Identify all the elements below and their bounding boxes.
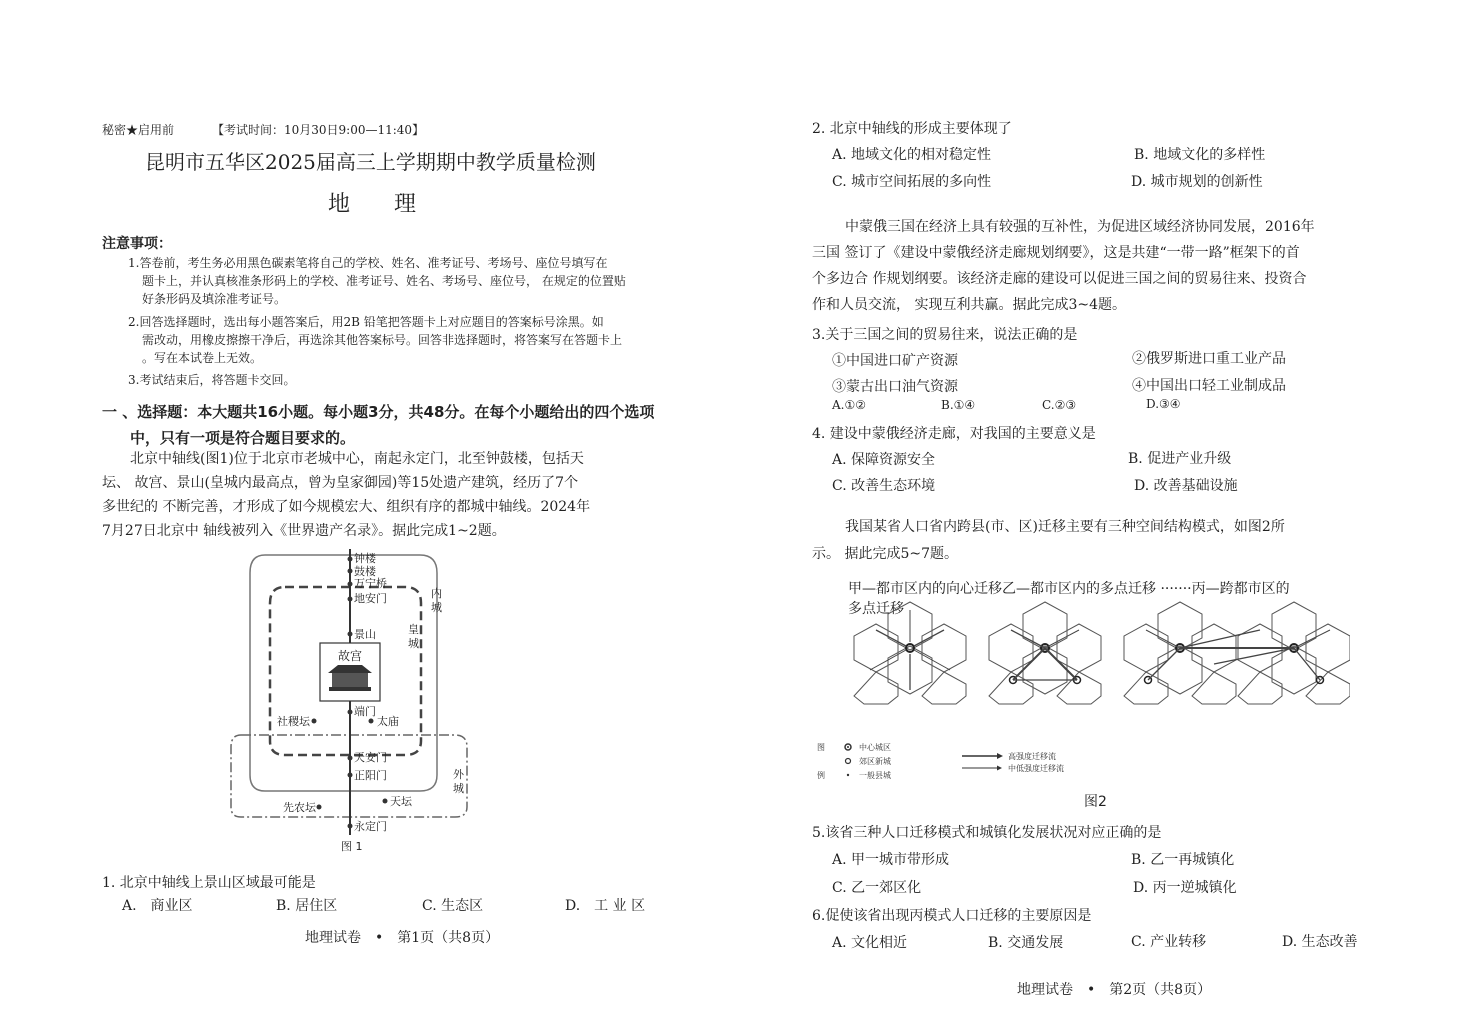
q2-option-b: B. 地域文化的多样性 (1134, 147, 1266, 163)
q3-statement-1: ①中国进口矿产资源 (832, 353, 958, 369)
label-drum-tower: 鼓楼 (354, 565, 376, 578)
label-forbidden-city: 故宫 (338, 649, 363, 663)
legend-label-li: 例 (817, 771, 825, 780)
label-xiannong-altar: 先农坛 (283, 801, 316, 814)
notice-line: 需改动，用橡皮擦擦干净后，再选涂其他答案标号。回答非选择题时，将答案写在答题卡上 (142, 333, 623, 347)
q3-option-d: D.③④ (1146, 397, 1181, 411)
label-duanmen: 端门 (354, 705, 376, 718)
figure-2-title-cont: 多点迁移 (848, 601, 904, 617)
label-tiananmen: 天安门 (354, 751, 387, 764)
label-wanning-bridge: 万宁桥 (354, 577, 387, 590)
q1-option-d: D. 工 业 区 (565, 898, 646, 914)
q4-option-d: D. 改善基础设施 (1134, 478, 1238, 494)
legend-suburban-icon (846, 759, 851, 764)
q3-statement-4: ④中国出口轻工业制成品 (1132, 378, 1286, 394)
passage-migration-cont: 示。 据此完成5~7题。 (812, 546, 958, 562)
q2-option-a: A. 地域文化的相对稳定性 (832, 147, 992, 163)
label-inner-city-2: 城 (431, 601, 442, 614)
legend-label-tu: 图 (817, 743, 825, 752)
q4-option-c: C. 改善生态环境 (832, 478, 936, 494)
notice-line: 好条形码及填涂准考证号。 (142, 292, 287, 306)
label-sheji-altar: 社稷坛 (277, 715, 310, 728)
label-inner-city-1: 内 (431, 587, 442, 600)
figure-2-title: 甲—都市区内的向心迁移乙—都市区内的多点迁移 ·······丙—跨都市区的 (848, 581, 1290, 597)
q1-option-a: A. 商业区 (122, 898, 193, 914)
q1-stem: 1. 北京中轴线上景山区域最可能是 (102, 875, 316, 891)
label-zhengyangmen: 正阳门 (354, 769, 387, 782)
q5-option-c: C. 乙一郊区化 (832, 880, 922, 896)
figure-1-caption: 图 1 (341, 840, 363, 853)
q6-option-d: D. 生态改善 (1282, 934, 1358, 950)
hex-pattern-jia (854, 602, 966, 704)
notice-line: 1.答卷前，考生务必用黑色碳素笔将自己的学校、姓名、准考证号、考场号、座位号填写在 (128, 256, 608, 270)
figure-1-axis-map (225, 545, 475, 855)
figure-2-caption: 图2 (1084, 794, 1107, 810)
exam-time: 【考试时间：10月30日9:00—11:40】 (212, 123, 425, 137)
label-yongdingmen: 永定门 (354, 820, 387, 833)
label-temple-of-heaven: 天坛 (390, 795, 412, 808)
subject-title: 地 理 (328, 192, 417, 217)
passage-line: 作和人员交流， 实现互利共赢。据此完成3~4题。 (812, 297, 1126, 313)
legend-county-icon (847, 774, 849, 776)
q6-option-a: A. 文化相近 (832, 935, 908, 951)
q2-stem: 2. 北京中轴线的形成主要体现了 (812, 121, 1012, 137)
passage-line: 北京中轴线(图1)位于北京市老城中心，南起永定门，北至钟鼓楼，包括天 (130, 451, 584, 467)
passage-line: 坛、 故宫、景山(皇城内最高点，曾为皇家御园)等15处遗产建筑，经历了7个 (102, 475, 579, 491)
q4-option-b: B. 促进产业升级 (1128, 451, 1232, 467)
q3-statement-2: ②俄罗斯进口重工业产品 (1132, 351, 1286, 367)
notice-line: 。写在本试卷上无效。 (142, 351, 263, 365)
q5-option-d: D. 丙一逆城镇化 (1133, 880, 1237, 896)
notice-line: 题卡上，并认真核准条形码上的学校、准考证号、姓名、考场号、座位号， 在规定的位置贴 (142, 274, 626, 288)
legend-high-flow: 高强度迁移流 (1008, 752, 1056, 761)
legend-suburban: 郊区新城 (859, 757, 891, 766)
secret-label: 秘密★启用前 (102, 123, 175, 137)
section-heading: 一 、选择题：本大题共16小题。每小题3分，共48分。在每个小题给出的四个选项 (102, 403, 655, 421)
page-footer-1: 地理试卷 • 第1页（共8页） (305, 930, 500, 946)
q6-option-b: B. 交通发展 (988, 935, 1064, 951)
q1-option-c: C. 生态区 (422, 898, 484, 914)
passage-line: 三国 签订了《建设中蒙俄经济走廊规划纲要》，这是共建“一带一路”框架下的首 (812, 245, 1300, 261)
exam-title: 昆明市五华区2025届高三上学期期中教学质量检测 (145, 150, 596, 174)
q4-stem: 4. 建设中蒙俄经济走廊，对我国的主要意义是 (812, 426, 1096, 442)
figure-2-legend (815, 740, 1115, 785)
q5-option-a: A. 甲一城市带形成 (832, 852, 950, 868)
hex-pattern-yi (989, 602, 1101, 704)
section-heading-cont: 中，只有一项是符合题目要求的。 (130, 429, 356, 447)
q3-stem: 3.关于三国之间的贸易往来，说法正确的是 (812, 327, 1078, 343)
q3-option-b: B.①④ (941, 398, 976, 412)
q5-stem: 5.该省三种人口迁移模式和城镇化发展状况对应正确的是 (812, 825, 1162, 841)
label-imperial-city-1: 皇 (408, 623, 419, 636)
notice-heading: 注意事项： (102, 236, 172, 252)
q2-option-d: D. 城市规划的创新性 (1131, 174, 1263, 190)
page-footer-2: 地理试卷 • 第2页（共8页） (1017, 982, 1212, 998)
q5-option-b: B. 乙一再城镇化 (1131, 852, 1235, 868)
q3-option-c: C.②③ (1042, 398, 1077, 412)
q4-option-a: A. 保障资源安全 (832, 452, 936, 468)
notice-line: 2.回答选择题时，选出每小题答案后，用2B 铅笔把答题卡上对应题目的答案标号涂黑。如 (128, 315, 604, 329)
q6-option-c: C. 产业转移 (1131, 934, 1207, 950)
label-bell-tower: 钟楼 (354, 552, 376, 565)
label-jingshan: 景山 (354, 628, 376, 641)
q3-statement-3: ③蒙古出口油气资源 (832, 379, 958, 395)
hex-pattern-bing (1124, 602, 1350, 704)
passage-line: 7月27日北京中 轴线被列入《世界遗产名录》。据此完成1~2题。 (102, 523, 506, 539)
passage-migration: 我国某省人口省内跨县(市、区)迁移主要有三种空间结构模式，如图2所 (845, 519, 1285, 535)
figure-2-hex-diagram (850, 600, 1350, 710)
passage-line: 中蒙俄三国在经济上具有较强的互补性，为促进区域经济协同发展，2016年 (845, 219, 1315, 235)
q2-option-c: C. 城市空间拓展的多向性 (832, 174, 992, 190)
label-imperial-city-2: 城 (408, 637, 419, 650)
legend-center-city: 中心城区 (859, 743, 891, 752)
q3-option-a: A.①② (832, 398, 866, 412)
passage-line: 个多边合 作规划纲要。该经济走廊的建设可以促进三国之间的贸易往来、投资合 (812, 271, 1307, 287)
q1-option-b: B. 居住区 (276, 898, 338, 914)
label-taimiao: 太庙 (377, 715, 399, 728)
palace-icon (328, 665, 372, 691)
label-outer-city-2: 城 (453, 782, 464, 795)
label-outer-city-1: 外 (453, 768, 464, 781)
notice-line: 3.考试结束后，将答题卡交回。 (128, 373, 296, 387)
passage-line: 多世纪的 不断完善，才形成了如今规模宏大、组织有序的都城中轴线。2024年 (102, 499, 591, 515)
legend-county: 一般县城 (859, 771, 891, 780)
legend-low-flow: 中低强度迁移流 (1008, 764, 1064, 773)
q6-stem: 6.促使该省出现丙模式人口迁移的主要原因是 (812, 908, 1092, 924)
label-dianmen: 地安门 (354, 592, 387, 605)
